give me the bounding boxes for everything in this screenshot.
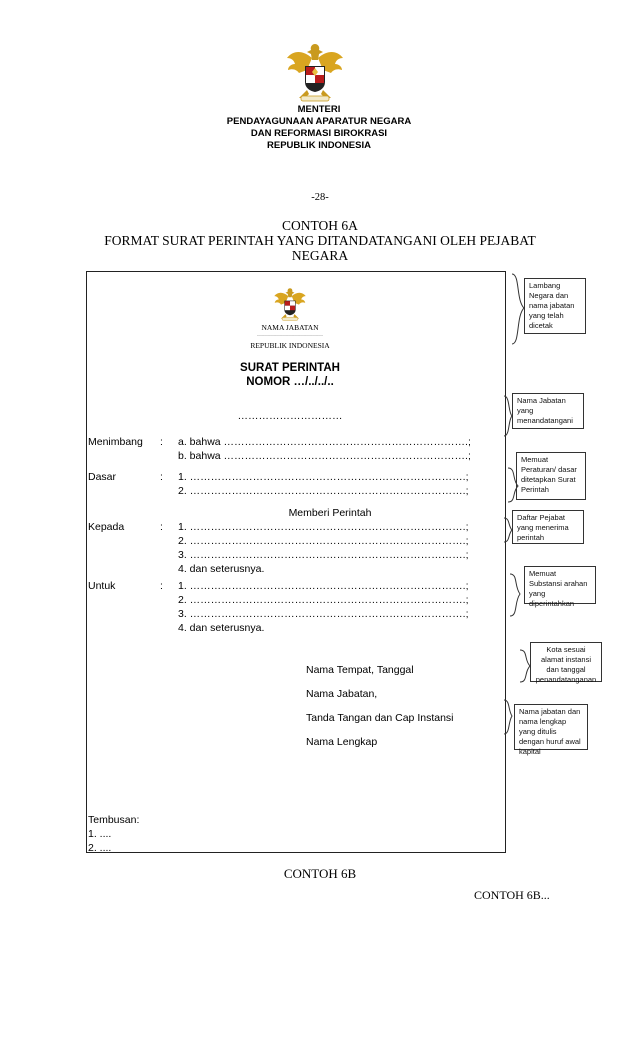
kepada-4: 4. dan seterusnya. [178, 563, 265, 575]
memberi-perintah: Memberi Perintah [288, 507, 372, 519]
note-kota: Kota sesuai alamat instansi dan tanggal penandatanganan [530, 642, 602, 682]
note-nama-lengkap: Nama jabatan dan nama lengkap yang ditulis dengan huruf awal kapital [514, 704, 588, 750]
tembusan-1: 1. .... [88, 828, 112, 840]
dasar-2: 2. …………………………………………………………………….; [178, 485, 469, 497]
kepada-1: 1. …………………………………………………………………….; [178, 521, 469, 533]
title-line-3: NEGARA [291, 248, 349, 263]
brace-memuat [508, 468, 518, 502]
tembusan-2: 2. .... [88, 842, 112, 854]
garuda-emblem-icon [285, 40, 345, 104]
note-lambang: Lambang Negara dan nama jabatan yang telah dicetak [524, 278, 586, 334]
place-date: Nama Tempat, Tanggal [306, 664, 414, 676]
header-line-2: PENDAYAGUNAAN APARATUR NEGARA [226, 116, 412, 127]
note-memuat: Memuat Peraturan/ dasar ditetapkan Surat Perintah [516, 452, 586, 500]
untuk-label: Untuk [88, 580, 116, 592]
dasar-colon: : [160, 471, 163, 483]
footer-contoh-6b-next: CONTOH 6B... [474, 888, 550, 902]
brace-nama-jabatan [504, 396, 512, 436]
annotation-braces [500, 270, 536, 760]
letter-nomor: NOMOR …/../../.. [246, 376, 334, 388]
dasar-1: 1. …………………………………………………………………….; [178, 471, 469, 483]
letter-signer-dots: ………………………… [237, 410, 343, 422]
menimbang-colon: : [160, 436, 163, 448]
jabatan: Nama Jabatan, [306, 688, 378, 700]
kepada-2: 2. …………………………………………………………………….; [178, 535, 469, 547]
untuk-1: 1. …………………………………………………………………….; [178, 580, 469, 592]
header-line-3: DAN REFORMASI BIROKRASI [250, 128, 388, 139]
tembusan-label: Tembusan: [88, 814, 140, 826]
header-block [200, 104, 438, 152]
menimbang-b: b. bahwa …………………………………………………………….; [178, 450, 471, 462]
untuk-2: 2. …………………………………………………………………….; [178, 594, 469, 606]
garuda-small-icon [272, 286, 308, 322]
nama-lengkap: Nama Lengkap [306, 736, 378, 748]
menimbang-label: Menimbang [88, 436, 143, 448]
letter-nama-jabatan: NAMA JABATAN [261, 323, 319, 332]
title-line-1: CONTOH 6A [282, 218, 358, 233]
brace-substansi [510, 574, 520, 616]
letter-surat-perintah: SURAT PERINTAH [240, 362, 340, 374]
title-line-2: FORMAT SURAT PERINTAH YANG DITANDATANGANI OLEH PEJABAT [104, 233, 536, 248]
letter-dots-small: …………………………… [257, 332, 323, 338]
brace-kota [520, 650, 530, 682]
kepada-3: 3. …………………………………………………………………….; [178, 549, 469, 561]
letter-republik: REPUBLIK INDONESIA [250, 341, 330, 350]
brace-nama-lengkap [504, 700, 512, 734]
kepada-label: Kepada [88, 521, 125, 533]
footer-contoh-6b: CONTOH 6B [283, 866, 357, 881]
untuk-colon: : [160, 580, 163, 592]
page-title [60, 218, 580, 263]
note-substansi: Memuat Substansi arahan yang diperintahkan [524, 566, 596, 604]
untuk-3: 3. …………………………………………………………………….; [178, 608, 469, 620]
untuk-4: 4. dan seterusnya. [178, 622, 265, 634]
brace-lambang [512, 274, 524, 344]
note-daftar: Daftar Pejabat yang menerima perintah [512, 510, 584, 544]
menimbang-a: a. bahwa …………………………………………………………….; [178, 436, 471, 448]
signature-text: Tanda Tangan dan Cap Instansi [306, 712, 454, 724]
kepada-colon: : [160, 521, 163, 533]
note-nama-jabatan: Nama Jabatan yang menandatangani [512, 393, 584, 429]
brace-daftar [504, 518, 512, 542]
header-line-1: MENTERI [297, 104, 341, 115]
dasar-label: Dasar [88, 471, 117, 483]
page-number: -28- [311, 192, 329, 203]
header-line-4: REPUBLIK INDONESIA [267, 140, 371, 151]
letter-frame [86, 271, 506, 853]
